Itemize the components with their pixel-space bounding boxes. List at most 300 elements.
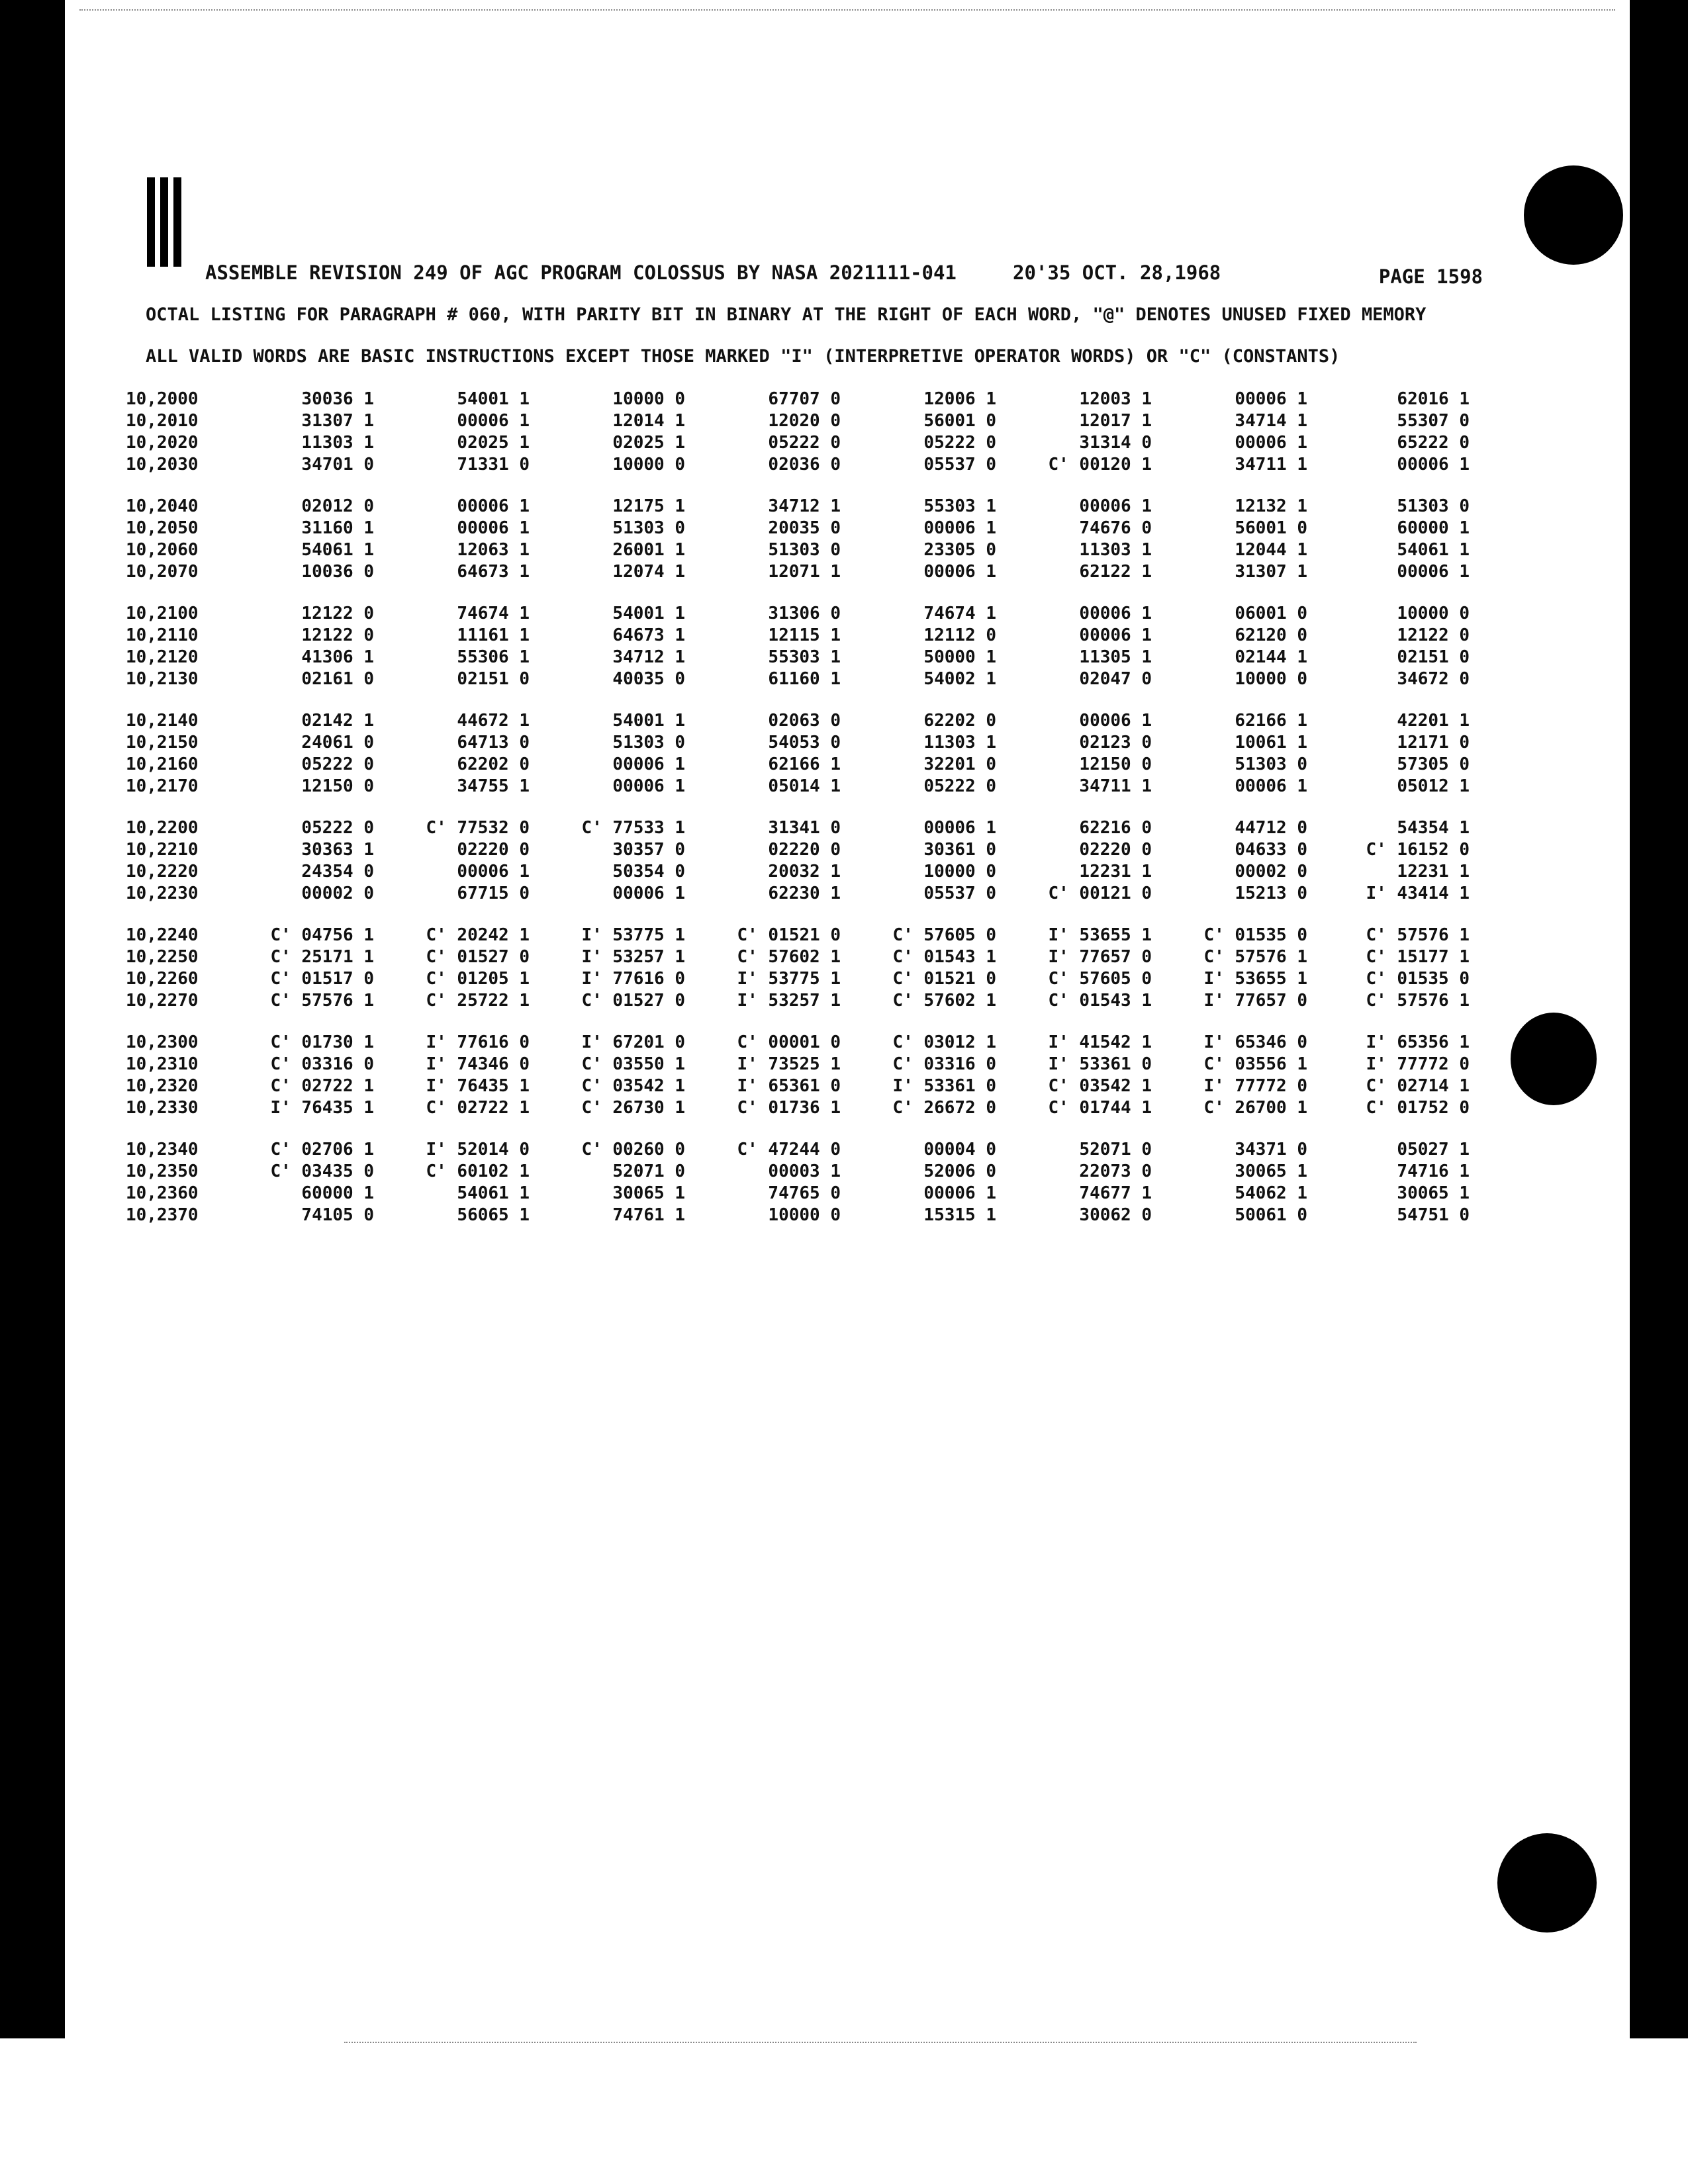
octal-word: C' 03316 0	[892, 1054, 996, 1074]
address-label: 10,2370	[126, 1205, 199, 1225]
listing-row	[126, 862, 1489, 884]
octal-word: 10036 0	[301, 562, 374, 582]
octal-word: 06001 0	[1235, 604, 1307, 623]
octal-word: 00006 1	[923, 562, 996, 582]
octal-word: 60000 1	[301, 1183, 374, 1203]
octal-word: C' 01736 1	[737, 1098, 841, 1118]
octal-word: 23305 0	[923, 540, 996, 560]
address-label: 10,2320	[126, 1076, 199, 1096]
address-label: 10,2140	[126, 711, 199, 731]
octal-word: 00006 1	[923, 818, 996, 838]
octal-word: I' 53775 1	[581, 925, 685, 945]
address-label: 10,2350	[126, 1161, 199, 1181]
address-label: 10,2030	[126, 455, 199, 475]
listing-row	[126, 947, 1489, 969]
octal-word: 00003 1	[768, 1161, 841, 1181]
octal-word: 00006 1	[1235, 776, 1307, 796]
octal-word: 12150 0	[1079, 754, 1152, 774]
octal-word: C' 60102 1	[426, 1161, 530, 1181]
octal-word: 64673 1	[457, 562, 530, 582]
octal-word: 05014 1	[768, 776, 841, 796]
listing-row	[126, 818, 1489, 840]
octal-word: C' 01744 1	[1048, 1098, 1152, 1118]
octal-word: 12074 1	[612, 562, 685, 582]
octal-word: C' 03435 0	[270, 1161, 374, 1181]
octal-word: I' 76435 1	[270, 1098, 374, 1118]
listing-row	[126, 733, 1489, 754]
octal-word: 12071 1	[768, 562, 841, 582]
listing-row	[126, 433, 1489, 455]
octal-word: 30065 1	[612, 1183, 685, 1203]
octal-word: 74716 1	[1397, 1161, 1470, 1181]
address-label: 10,2360	[126, 1183, 199, 1203]
octal-word: 67707 0	[768, 389, 841, 409]
address-label: 10,2020	[126, 433, 199, 453]
octal-word: 10000 0	[612, 389, 685, 409]
octal-word: I' 67201 0	[581, 1032, 685, 1052]
octal-word: 00002 0	[1235, 862, 1307, 882]
octal-word: 30361 0	[923, 840, 996, 860]
octal-word: I' 52014 0	[426, 1140, 530, 1160]
octal-word: I' 73525 1	[737, 1054, 841, 1074]
listing-row	[126, 625, 1489, 647]
octal-word: 10000 0	[768, 1205, 841, 1225]
octal-word: 50000 1	[923, 647, 996, 667]
octal-word: 31314 0	[1079, 433, 1152, 453]
address-label: 10,2130	[126, 669, 199, 689]
octal-word: C' 57605 0	[1048, 969, 1152, 989]
octal-word: 34712 1	[612, 647, 685, 667]
top-scan-artifact	[79, 9, 1615, 11]
octal-word: 00006 1	[1397, 455, 1470, 475]
address-label: 10,2260	[126, 969, 199, 989]
octal-word: 54001 1	[457, 389, 530, 409]
octal-word: 62166 1	[768, 754, 841, 774]
listing-row	[126, 1054, 1489, 1076]
octal-word: 22073 0	[1079, 1161, 1152, 1181]
octal-word: 51303 0	[612, 733, 685, 752]
address-label: 10,2070	[126, 562, 199, 582]
octal-word: C' 01535 0	[1203, 925, 1307, 945]
octal-word: 54062 1	[1235, 1183, 1307, 1203]
listing-row	[126, 411, 1489, 433]
octal-word: 34371 0	[1235, 1140, 1307, 1160]
address-label: 10,2050	[126, 518, 199, 538]
address-label: 10,2120	[126, 647, 199, 667]
octal-word: 00006 1	[612, 884, 685, 903]
octal-word: I' 76435 1	[426, 1076, 530, 1096]
octal-word: 51303 0	[612, 518, 685, 538]
octal-word: 12006 1	[923, 389, 996, 409]
octal-word: 54002 1	[923, 669, 996, 689]
octal-word: 31160 1	[301, 518, 374, 538]
octal-word: C' 57602 1	[892, 991, 996, 1011]
octal-word: 12132 1	[1235, 496, 1307, 516]
octal-word: 00006 1	[457, 862, 530, 882]
octal-word: 41306 1	[301, 647, 374, 667]
octal-word: 34712 1	[768, 496, 841, 516]
octal-word: 34714 1	[1235, 411, 1307, 431]
octal-word: 56065 1	[457, 1205, 530, 1225]
octal-word: C' 01527 0	[581, 991, 685, 1011]
octal-word: I' 77616 0	[581, 969, 685, 989]
octal-word: 54001 1	[612, 604, 685, 623]
octal-word: C' 03550 1	[581, 1054, 685, 1074]
octal-word: C' 26700 1	[1203, 1098, 1307, 1118]
octal-word: I' 65356 1	[1366, 1032, 1470, 1052]
octal-word: I' 77772 0	[1366, 1054, 1470, 1074]
octal-word: 05222 0	[923, 776, 996, 796]
octal-word: C' 01205 1	[426, 969, 530, 989]
address-label: 10,2100	[126, 604, 199, 623]
listing-row	[126, 884, 1489, 905]
octal-listing-table	[126, 389, 1489, 1227]
address-label: 10,2340	[126, 1140, 199, 1160]
octal-word: 26001 1	[612, 540, 685, 560]
octal-word: C' 16152 0	[1366, 840, 1470, 860]
listing-row	[126, 991, 1489, 1013]
octal-word: C' 01730 1	[270, 1032, 374, 1052]
octal-word: 00006 1	[923, 1183, 996, 1203]
octal-word: I' 77657 0	[1048, 947, 1152, 967]
octal-word: C' 57576 1	[270, 991, 374, 1011]
octal-word: 62230 1	[768, 884, 841, 903]
octal-word: 30062 0	[1079, 1205, 1152, 1225]
octal-word: 02123 0	[1079, 733, 1152, 752]
octal-word: 05222 0	[923, 433, 996, 453]
octal-word: 57305 0	[1397, 754, 1470, 774]
address-label: 10,2170	[126, 776, 199, 796]
address-label: 10,2000	[126, 389, 199, 409]
octal-word: 00006 1	[1235, 433, 1307, 453]
octal-word: 30357 0	[612, 840, 685, 860]
octal-word: 12044 1	[1235, 540, 1307, 560]
octal-word: 42201 1	[1397, 711, 1470, 731]
octal-word: 30036 1	[301, 389, 374, 409]
octal-word: 00006 1	[1235, 389, 1307, 409]
octal-word: C' 04756 1	[270, 925, 374, 945]
octal-word: C' 77532 0	[426, 818, 530, 838]
octal-word: 74676 0	[1079, 518, 1152, 538]
address-label: 10,2010	[126, 411, 199, 431]
octal-word: 10000 0	[1235, 669, 1307, 689]
octal-word: 05222 0	[301, 754, 374, 774]
octal-word: 74674 1	[457, 604, 530, 623]
octal-word: 64673 1	[612, 625, 685, 645]
octal-word: 02142 1	[301, 711, 374, 731]
octal-word: 62202 0	[923, 711, 996, 731]
octal-word: 34672 0	[1397, 669, 1470, 689]
octal-word: C' 03316 0	[270, 1054, 374, 1074]
punch-hole-icon	[1497, 1833, 1597, 1933]
octal-word: I' 53361 0	[1048, 1054, 1152, 1074]
octal-word: C' 57605 0	[892, 925, 996, 945]
octal-word: 51303 0	[1397, 496, 1470, 516]
listing-row	[126, 518, 1489, 540]
octal-word: C' 57576 1	[1366, 925, 1470, 945]
octal-word: I' 53257 1	[581, 947, 685, 967]
octal-word: 00006 1	[1079, 496, 1152, 516]
octal-word: 05537 0	[923, 455, 996, 475]
listing-row	[126, 711, 1489, 733]
address-label: 10,2250	[126, 947, 199, 967]
octal-word: 02063 0	[768, 711, 841, 731]
octal-word: 54061 1	[301, 540, 374, 560]
address-label: 10,2300	[126, 1032, 199, 1052]
octal-word: 54053 0	[768, 733, 841, 752]
address-label: 10,2110	[126, 625, 199, 645]
octal-word: 12171 0	[1397, 733, 1470, 752]
octal-word: 60000 1	[1397, 518, 1470, 538]
listing-row	[126, 389, 1489, 411]
octal-word: C' 25722 1	[426, 991, 530, 1011]
octal-word: 51303 0	[1235, 754, 1307, 774]
listing-row	[126, 1032, 1489, 1054]
octal-word: C' 03012 1	[892, 1032, 996, 1052]
octal-word: 12231 1	[1079, 862, 1152, 882]
octal-word: C' 02714 1	[1366, 1076, 1470, 1096]
address-label: 10,2200	[126, 818, 199, 838]
octal-word: 52006 0	[923, 1161, 996, 1181]
listing-row	[126, 647, 1489, 669]
octal-word: 11305 1	[1079, 647, 1152, 667]
octal-word: I' 77616 0	[426, 1032, 530, 1052]
octal-word: 00006 1	[457, 411, 530, 431]
octal-word: 20035 0	[768, 518, 841, 538]
octal-word: I' 65346 0	[1203, 1032, 1307, 1052]
octal-word: 61160 1	[768, 669, 841, 689]
octal-word: 00006 1	[1079, 604, 1152, 623]
octal-word: 00006 1	[612, 754, 685, 774]
octal-word: I' 77772 0	[1203, 1076, 1307, 1096]
octal-word: 51303 0	[768, 540, 841, 560]
octal-word: 40035 0	[612, 669, 685, 689]
octal-word: C' 01535 0	[1366, 969, 1470, 989]
octal-word: 65222 0	[1397, 433, 1470, 453]
octal-word: C' 01517 0	[270, 969, 374, 989]
octal-word: 55306 1	[457, 647, 530, 667]
octal-word: C' 01521 0	[737, 925, 841, 945]
octal-word: 05537 0	[923, 884, 996, 903]
listing-title: ASSEMBLE REVISION 249 OF AGC PROGRAM COLOSSUS BY NASA 2021111-041	[205, 261, 957, 284]
octal-word: I' 74346 0	[426, 1054, 530, 1074]
octal-word: C' 01521 0	[892, 969, 996, 989]
octal-word: 02151 0	[1397, 647, 1470, 667]
octal-word: 12017 1	[1079, 411, 1152, 431]
octal-word: 24354 0	[301, 862, 374, 882]
octal-word: 02036 0	[768, 455, 841, 475]
listing-row	[126, 669, 1489, 691]
octal-word: 02220 0	[1079, 840, 1152, 860]
octal-word: 12112 0	[923, 625, 996, 645]
octal-word: 00006 1	[457, 518, 530, 538]
octal-word: 54061 1	[1397, 540, 1470, 560]
octal-word: 00006 1	[923, 518, 996, 538]
octal-word: C' 02706 1	[270, 1140, 374, 1160]
octal-word: 00006 1	[612, 776, 685, 796]
octal-word: C' 26672 0	[892, 1098, 996, 1118]
octal-word: 00006 1	[1079, 625, 1152, 645]
octal-word: 11161 1	[457, 625, 530, 645]
octal-word: 34701 0	[301, 455, 374, 475]
octal-word: 31341 0	[768, 818, 841, 838]
listing-row	[126, 562, 1489, 584]
octal-word: C' 00121 0	[1048, 884, 1152, 903]
scan-border-right	[1630, 0, 1688, 2038]
octal-word: 12122 0	[301, 625, 374, 645]
octal-word: C' 47244 0	[737, 1140, 841, 1160]
listing-row	[126, 969, 1489, 991]
octal-word: 10061 1	[1235, 733, 1307, 752]
octal-word: 34711 1	[1235, 455, 1307, 475]
listing-row	[126, 925, 1489, 947]
listing-row	[126, 1183, 1489, 1205]
listing-row	[126, 1076, 1489, 1098]
octal-word: C' 01543 1	[1048, 991, 1152, 1011]
octal-word: 04633 0	[1235, 840, 1307, 860]
registration-mark-icon	[147, 177, 184, 267]
octal-word: 02025 1	[612, 433, 685, 453]
octal-word: 05012 1	[1397, 776, 1470, 796]
octal-word: 32201 0	[923, 754, 996, 774]
octal-word: 44712 0	[1235, 818, 1307, 838]
address-label: 10,2040	[126, 496, 199, 516]
octal-word: C' 57576 1	[1366, 991, 1470, 1011]
listing-row	[126, 840, 1489, 862]
octal-word: C' 25171 1	[270, 947, 374, 967]
octal-word: 11303 1	[923, 733, 996, 752]
listing-legend: ALL VALID WORDS ARE BASIC INSTRUCTIONS EXCEPT THOSE MARKED "I" (INTERPRETIVE OPERATOR WORDS) OR "C" (CONSTANTS)	[146, 346, 1340, 367]
octal-word: C' 57602 1	[737, 947, 841, 967]
octal-word: 52071 0	[612, 1161, 685, 1181]
octal-word: C' 02722 1	[426, 1098, 530, 1118]
address-label: 10,2060	[126, 540, 199, 560]
octal-word: 62202 0	[457, 754, 530, 774]
octal-word: 50061 0	[1235, 1205, 1307, 1225]
octal-word: 30065 1	[1235, 1161, 1307, 1181]
octal-word: 30065 1	[1397, 1183, 1470, 1203]
address-label: 10,2230	[126, 884, 199, 903]
address-label: 10,2150	[126, 733, 199, 752]
octal-word: 54061 1	[457, 1183, 530, 1203]
octal-word: I' 53775 1	[737, 969, 841, 989]
listing-row	[126, 776, 1489, 798]
octal-word: 55303 1	[768, 647, 841, 667]
octal-word: I' 53655 1	[1203, 969, 1307, 989]
octal-word: 55303 1	[923, 496, 996, 516]
page-header	[205, 261, 1483, 288]
listing-row	[126, 455, 1489, 477]
octal-word: 05222 0	[768, 433, 841, 453]
octal-word: 34755 1	[457, 776, 530, 796]
octal-word: 62120 0	[1235, 625, 1307, 645]
octal-word: 31307 1	[301, 411, 374, 431]
octal-word: 62166 1	[1235, 711, 1307, 731]
page-bottom-margin	[0, 2038, 1688, 2184]
octal-word: 12122 0	[301, 604, 374, 623]
address-label: 10,2270	[126, 991, 199, 1011]
bottom-scan-artifact	[344, 2042, 1417, 2043]
listing-row	[126, 1205, 1489, 1227]
address-label: 10,2210	[126, 840, 199, 860]
octal-word: 10000 0	[923, 862, 996, 882]
listing-row	[126, 540, 1489, 562]
octal-word: 05027 1	[1397, 1140, 1470, 1160]
octal-word: 12003 1	[1079, 389, 1152, 409]
octal-word: C' 57576 1	[1203, 947, 1307, 967]
octal-word: 10000 0	[612, 455, 685, 475]
octal-word: 62122 1	[1079, 562, 1152, 582]
listing-row	[126, 1098, 1489, 1120]
octal-word: 12150 0	[301, 776, 374, 796]
octal-word: 00004 0	[923, 1140, 996, 1160]
octal-word: 71331 0	[457, 455, 530, 475]
octal-word: 11303 1	[301, 433, 374, 453]
octal-word: 74765 0	[768, 1183, 841, 1203]
octal-word: 56001 0	[1235, 518, 1307, 538]
octal-word: I' 65361 0	[737, 1076, 841, 1096]
page-number: PAGE 1598	[1378, 265, 1483, 288]
octal-word: C' 02722 1	[270, 1076, 374, 1096]
octal-word: 44672 1	[457, 711, 530, 731]
octal-word: 02012 0	[301, 496, 374, 516]
octal-word: 10000 0	[1397, 604, 1470, 623]
octal-word: I' 41542 1	[1048, 1032, 1152, 1052]
octal-word: 55307 0	[1397, 411, 1470, 431]
octal-word: I' 53655 1	[1048, 925, 1152, 945]
octal-word: C' 20242 1	[426, 925, 530, 945]
octal-word: 31307 1	[1235, 562, 1307, 582]
octal-word: 00006 1	[457, 496, 530, 516]
octal-word: 74674 1	[923, 604, 996, 623]
octal-word: 02144 1	[1235, 647, 1307, 667]
scan-border-left	[0, 0, 65, 2038]
listing-row	[126, 754, 1489, 776]
octal-word: 11303 1	[1079, 540, 1152, 560]
octal-word: C' 00001 0	[737, 1032, 841, 1052]
octal-word: 24061 0	[301, 733, 374, 752]
octal-word: C' 15177 1	[1366, 947, 1470, 967]
octal-word: 34711 1	[1079, 776, 1152, 796]
octal-word: 15315 1	[923, 1205, 996, 1225]
octal-word: 64713 0	[457, 733, 530, 752]
listing-row	[126, 496, 1489, 518]
octal-word: 56001 0	[923, 411, 996, 431]
octal-word: C' 03542 1	[1048, 1076, 1152, 1096]
octal-word: 05222 0	[301, 818, 374, 838]
octal-word: 54001 1	[612, 711, 685, 731]
octal-word: 74105 0	[301, 1205, 374, 1225]
octal-word: I' 53361 0	[892, 1076, 996, 1096]
octal-word: 12115 1	[768, 625, 841, 645]
octal-word: 00006 1	[1397, 562, 1470, 582]
octal-word: 62216 0	[1079, 818, 1152, 838]
octal-word: 02025 1	[457, 433, 530, 453]
listing-description: OCTAL LISTING FOR PARAGRAPH # 060, WITH PARITY BIT IN BINARY AT THE RIGHT OF EACH WORD, "@" DENOTES UNUSED FIXED MEMORY	[146, 304, 1427, 325]
octal-word: 54751 0	[1397, 1205, 1470, 1225]
punch-hole-icon	[1511, 1013, 1597, 1105]
octal-word: 50354 0	[612, 862, 685, 882]
octal-word: 12231 1	[1397, 862, 1470, 882]
octal-word: 30363 1	[301, 840, 374, 860]
listing-row	[126, 1140, 1489, 1161]
octal-word: C' 01752 0	[1366, 1098, 1470, 1118]
address-label: 10,2310	[126, 1054, 199, 1074]
octal-word: C' 01543 1	[892, 947, 996, 967]
octal-word: 00006 1	[1079, 711, 1152, 731]
octal-word: 54354 1	[1397, 818, 1470, 838]
octal-word: 12020 0	[768, 411, 841, 431]
